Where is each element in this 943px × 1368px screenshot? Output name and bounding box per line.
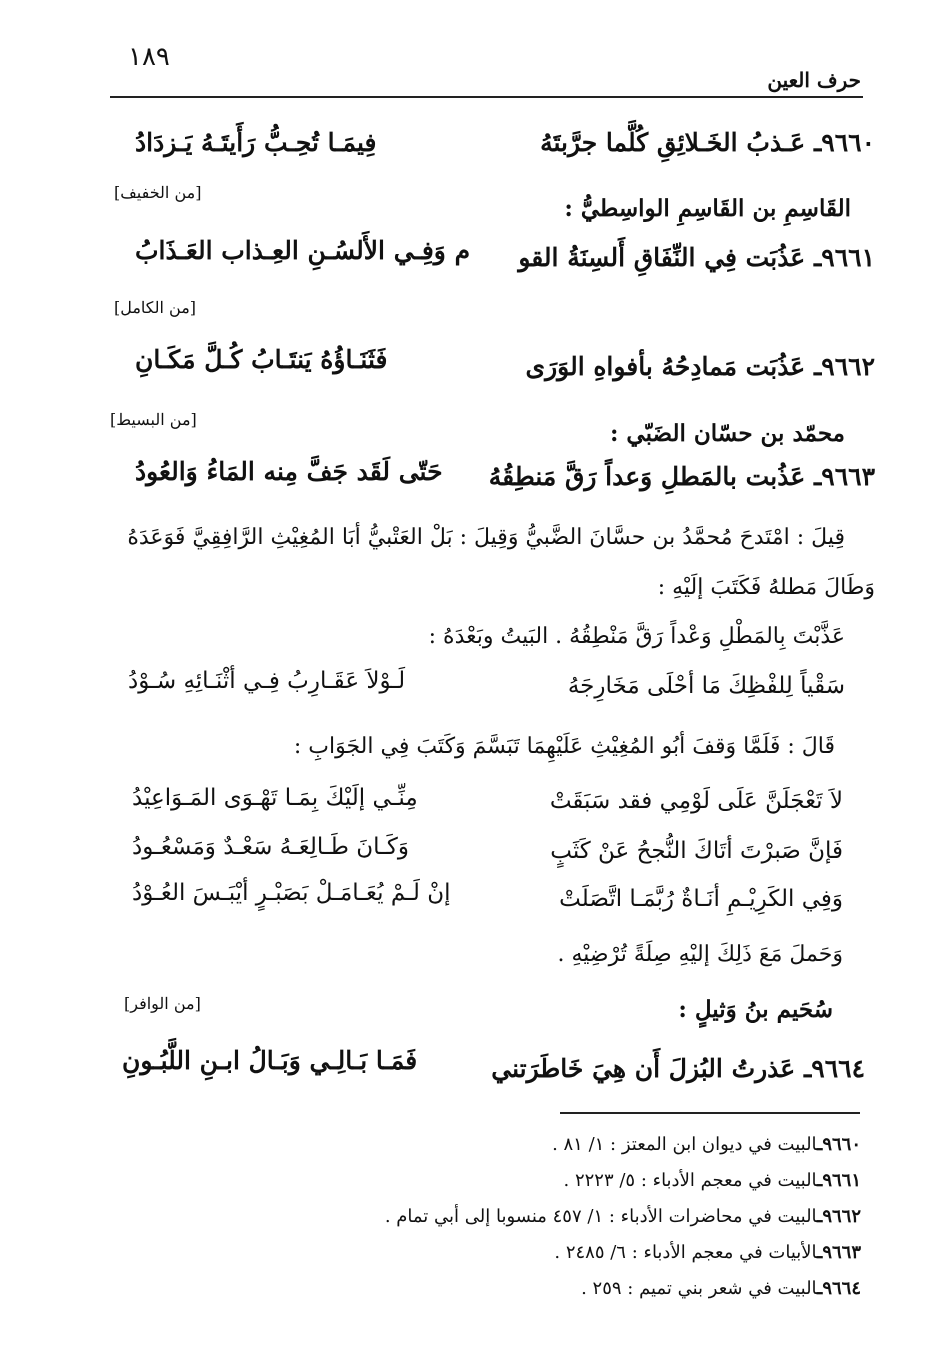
footnote [552,1134,861,1155]
reply-verse-first: لاَ تَعْجَلَنَّ عَلَى لَوْمِي فقد سَبَقَتْ [549,788,843,814]
hemistich-1: عَذرتُ البُزلَ أَن هِيَ خَاطَرَتني [491,1054,796,1083]
verse-number: ٩٦٦٤ـ [803,1054,865,1083]
reply-verse-second: وَكَـانَ طَـالِعَـهُ سَعْـدٌ وَمَسْعُـودُ [132,834,409,860]
verse-9660-second: فِيمَـا تُحِـبُّ رَأَيتَـهُ يَـزدَادُ [135,128,377,157]
quote-verse-second: لَـوْلاَ عَقَـارِبُ فِـي أثْنَـائِهِ سُـوْدُ [128,668,406,694]
footnote [385,1206,861,1227]
verse-9661-first [518,243,875,272]
meter-label: [من الخفيف] [114,183,202,202]
verse-number: ٩٦٦١ـ [813,243,875,272]
footnote-text: الأبيات في معجم الأدباء : ٦/ ٢٤٨٥ . [554,1242,818,1263]
meter-label: [من البسيط] [110,410,197,429]
reply-verse-first: وَفِي الكَرِيْـمِ أنَـاةٌ رُبَّمَـا اتَّصَلَتْ [559,886,843,912]
hemistich-1: عَذُبَت فِي النِّفَاقِ أَلسِنَةُ القو [518,243,806,272]
meter-label: [من الوافر] [124,994,201,1013]
reply-intro: قَالَ : فَلَمَّا وَقفَ أبُو المُغِيْثِ عَلَيْهِمَا تَبَسَّمَ وَكَتَبَ فِي الجَوَابِ : [293,734,835,759]
footnote-text: البيت في شعر بني تميم : ٢٥٩ . [581,1278,818,1299]
footnote-number: ٩٦٦٣ـ [817,1242,861,1263]
verse-9662-first [526,352,875,381]
verse-9660-first [540,128,875,157]
verse-number: ٩٦٦٠ـ [813,128,875,157]
footnote-number: ٩٦٦٢ـ [817,1206,861,1227]
footnote [564,1170,862,1191]
footnote [554,1242,861,1263]
reply-verse-second: إنْ لَـمْ يُعَـامَـلْ بَصَبْـرٍ أيْبَـسَ العُـوْدُ [132,880,451,906]
verse-number: ٩٦٦٣ـ [813,462,875,491]
story-closing: وَحَملَ مَعَ ذَلِكَ إليْهِ صِلَةً تُرْضِيْهِ . [557,942,843,967]
quote-verse-first: سَقْياً لِلفْظِكَ مَا أحْلَى مَخَارِجَهُ [567,673,845,699]
footnote [581,1278,861,1299]
reply-verse-first: فَإنَّ صَبرْتَ أتَاكَ النُّجحُ عَنْ كَثَبٍ [550,838,843,864]
verse-9663-first [489,462,875,491]
footnote-number: ٩٦٦٤ـ [817,1278,861,1299]
verse-9661-second: م وَفِـي الأَلسُـنِ العِـذاب العَـذَابُ [135,236,471,265]
footnote-number: ٩٦٦١ـ [817,1170,861,1191]
meter-label: [من الكامل] [114,298,197,317]
poet-name: محمّد بن حسّان الضَبّي : [609,420,845,447]
footnote-text: البيت في ديوان ابن المعتز : ١/ ٨١ . [552,1134,818,1155]
verse-9662-second: فَثَنَـاؤُهُ يَنتَـابُ كُـلَّ مَكَـانِ [135,345,388,374]
verse-number: ٩٦٦٢ـ [813,352,875,381]
poet-name: سُحَيم بنُ وَثيلٍ : [678,996,833,1023]
footnote-rule [560,1112,860,1114]
footnote-number: ٩٦٦٠ـ [817,1134,861,1155]
verse-9664-first [491,1054,865,1083]
verse-9663-second: حَتّى لَقَد جَفَّ مِنه المَاءُ وَالعُودُ [135,457,443,486]
poet-name: القَاسِمِ بن القَاسِمِ الواسِطيُّ : [564,195,851,222]
hemistich-1: عَـذبُ الخَـلائِقِ كُلَّما جرَّبتَهُ [540,128,806,157]
running-title: حرف العين [767,68,861,92]
footnote-text: البيت في محاضرات الأدباء : ١/ ٤٥٧ منسوبا إلى أبي تمام . [384,1206,818,1227]
story-line: وَطَالَ مَطلهُ فَكَتَبَ إلَيْهِ : [657,575,875,600]
header-rule [110,96,863,98]
page-number: ١٨٩ [128,42,170,72]
hemistich-1: عَذُبَت مَمادِحُهُ بأفواهِ الوَرَى [525,352,806,381]
story-line: قِيلَ : امْتَدحَ مُحمَّدُ بن حسَّانَ الضَّبيُّ وَقِيلَ : بَلْ العَتْبيُّ أبَا المُغِيْثِ الرَّافِقِيَّ فَوَعَدَهُ [127,525,845,550]
verse-9664-second: فَمَـا بَـالِـي وَبَـالُ ابـنِ اللَّبُـونِ [122,1046,418,1075]
story-quote-line: عَذَّبْتَ بِالمَطْلِ وَعْداً رَقَّ مَنْطِقُهُ . البَيتُ وبَعْدَهُ : [428,624,845,649]
hemistich-1: عَذُبت بالمَطلِ وَعداً رَقَّ مَنطِقُهُ [488,462,806,491]
footnote-text: البيت في معجم الأدباء : ٥/ ٢٢٢٣ . [563,1170,818,1191]
reply-verse-second: مِنِّـي إلَيْكَ بِمَـا تَهْـوَى المَـوَاعِيْدُ [132,785,418,811]
